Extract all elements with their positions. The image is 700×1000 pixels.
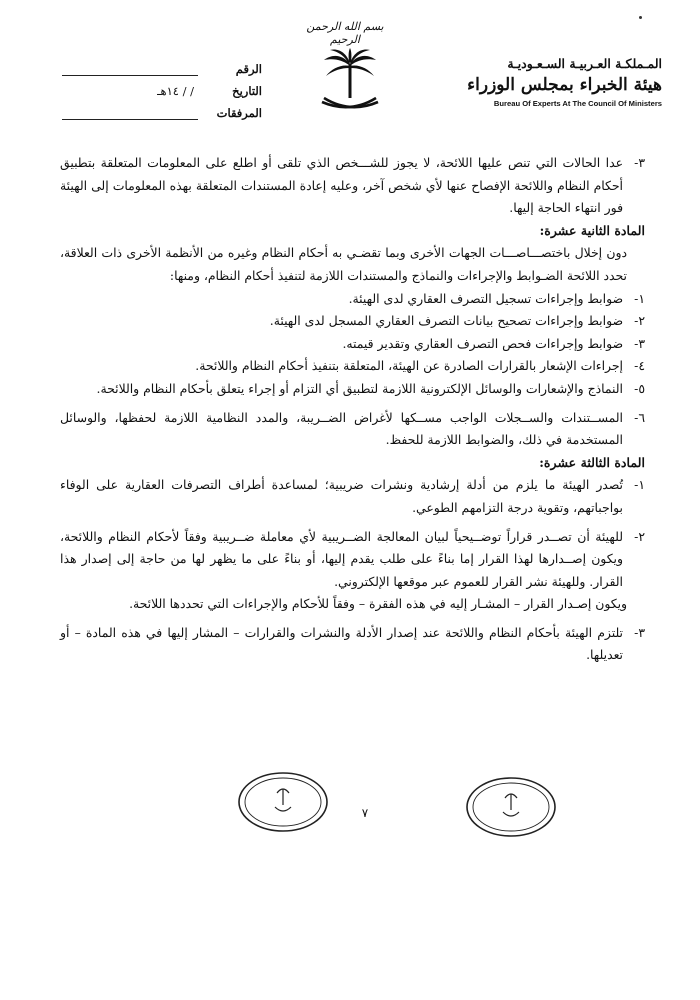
number-field xyxy=(62,58,262,80)
item-number: ٦- xyxy=(634,409,645,425)
date-label: التاريخ xyxy=(232,84,262,98)
article-12-item xyxy=(60,378,645,401)
clause-text: عدا الحالات التي تنص عليها اللائحة، لا يجوز للشـــخص الذي تلقى أو اطلع على المعلومات المتعلقة بتطبيق أحكام النظام واللائحة الإفصاح عنها لأي شخص آخر، وعليه إعادة المستندات المتعلقة بهذه المعلومات إلى الهيئة فور انتهاء الحاجة إليها. xyxy=(60,155,623,216)
kingdom-title: المـملكـة العـربيـة السـعـوديـة xyxy=(507,56,662,71)
article-13-title: المادة الثالثة عشرة: xyxy=(539,454,645,470)
article-12-item xyxy=(60,355,645,378)
article-13-item xyxy=(60,622,645,667)
palm-swords-emblem-icon xyxy=(318,48,382,118)
item-number: ٢- xyxy=(634,313,645,329)
article-12-item xyxy=(60,407,645,452)
article-12-intro: دون إخلال باختصـــاصـــات الجهات الأخرى وبما تقضـي به أحكام النظام وغيره من الأنظمة الأخرى ذات العلاقة، تحدد اللائحة الضـوابط والإجراءات والنماذج والمستندات اللازمة لتنفيذ أحكام النظام، ومنها: xyxy=(60,245,627,283)
item-text: المســتندات والســجلات الواجب مســكها لأغراض الضــريبة، والمدد النظامية اللازمة لحفظها، والوسائل المستخدمة في ذلك، والضوابط اللازمة للحفظ. xyxy=(60,409,624,448)
attachments-label: المرفقات xyxy=(216,106,262,120)
item-number: ١- xyxy=(634,290,645,306)
attachments-line xyxy=(62,107,198,120)
date-value: / / ١٤هـ xyxy=(157,84,194,98)
article-12-item xyxy=(60,333,645,356)
article-12-item xyxy=(60,310,645,333)
bureau-english-name: Bureau Of Experts At The Council Of Ministers xyxy=(493,99,662,108)
item-number: ٥- xyxy=(634,380,645,396)
document-body xyxy=(60,152,645,667)
article-12-item xyxy=(60,288,645,311)
item-number: ٣- xyxy=(634,335,645,351)
official-seal-left-icon xyxy=(237,771,329,833)
item-text: إجراءات الإشعار بالقرارات الصادرة عن الهيئة، المتعلقة بتنفيذ أحكام النظام واللائحة. xyxy=(195,358,623,374)
item-text: للهيئة أن تصــدر قراراً توضــيحياً لبيان المعالجة الضــريبية لأي معاملة ضــريبية وفقاً لأحكام النظام واللائحة، ويكون إصــدارها لهذا القرار إما بناءً على طلب يقدم إليها، أو بناءً على ما يظهر لها من حاجة إلى إصدار هذا القرار. وللهيئة نشر القرار للعموم عبر موقعها الإلكتروني. xyxy=(60,528,623,589)
item-text: ضوابط وإجراءات تسجيل التصرف العقاري لدى الهيئة. xyxy=(348,290,623,306)
item-text: النماذج والإشعارات والوسائل الإلكترونية اللازمة لتطبيق أي التزام أو إجراء يتعلق بأحكام النظام واللائحة. xyxy=(96,380,623,396)
reference-fields xyxy=(62,58,262,124)
item-text: ضوابط وإجراءات تصحيح بيانات التصرف العقاري المسجل لدى الهيئة. xyxy=(269,313,623,329)
date-field xyxy=(62,80,262,102)
item-text: تُصدر الهيئة ما يلزم من أدلة إرشادية ونشرات ضريبية؛ لمساعدة أطراف التصرفات العقارية على الوفاء بواجباتهم، وتقوية درجة التزامهم الطوعي. xyxy=(60,477,623,515)
clause-item xyxy=(60,152,645,220)
attachments-field xyxy=(62,102,262,124)
number-line xyxy=(62,63,198,76)
page-number: ٧ xyxy=(361,806,369,820)
institution-block xyxy=(444,56,662,108)
article-13-item xyxy=(60,526,645,594)
item-number: ٢- xyxy=(634,528,645,544)
article-13-item xyxy=(60,474,645,519)
item-number: ٣- xyxy=(634,624,645,640)
basmala: بسم الله الرحمن الرحيم xyxy=(306,20,384,46)
scan-dot xyxy=(639,16,642,19)
item-number: ١- xyxy=(634,477,645,493)
article-12-title: المادة الثانية عشرة: xyxy=(539,222,645,238)
clause-number: ٣- xyxy=(634,155,645,170)
official-seal-right-icon xyxy=(465,776,557,838)
item-text: ضوابط وإجراءات فحص التصرف العقاري وتقدير قيمته. xyxy=(342,335,623,351)
bureau-arabic-name: هيئة الخبراء بمجلس الوزراء xyxy=(467,75,662,95)
item-number: ٤- xyxy=(634,358,645,374)
article-13-item-2-paragraph: ويكون إصـدار القرار – المشـار إليه في هذه الفقرة – وفقاً للأحكام والإجراءات التي تحددها اللائحة. xyxy=(129,596,627,612)
item-text: تلتزم الهيئة بأحكام النظام واللائحة عند إصدار الأدلة والنشرات والقرارات – المشار إليها في هذه المادة – أو تعديلها. xyxy=(60,624,623,663)
number-label: الرقم xyxy=(235,62,262,76)
